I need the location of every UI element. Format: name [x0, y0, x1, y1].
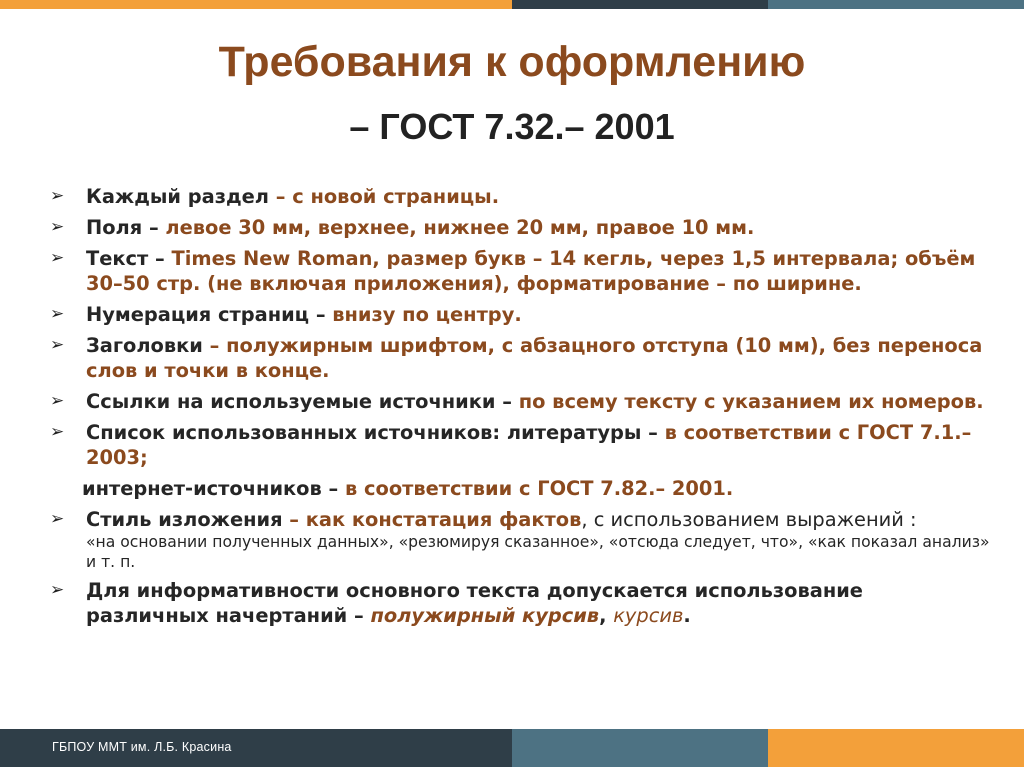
list-item: [50, 333, 990, 383]
item-examples: «на основании полученных данных», «резюмируя сказанное», «отсюда следует, что», «как показал анализ» и т. п.: [86, 533, 990, 571]
item-dash: –: [202, 334, 227, 357]
arrow-bullet-icon: ➢: [50, 509, 65, 529]
list-item: [50, 184, 990, 209]
item-key: Заголовки: [86, 334, 203, 357]
arrow-bullet-icon: ➢: [50, 186, 65, 206]
sub-item-value: в соответствии с ГОСТ 7.82.– 2001.: [344, 477, 734, 500]
item-value: полужирным шрифтом, с абзацного отступа (10 мм), без переноса слов и точки в конце.: [86, 334, 983, 382]
item-dash: –: [347, 604, 371, 627]
item-dash: –: [641, 421, 665, 444]
list-item: [50, 302, 990, 327]
slide-title: Требования к оформлению: [218, 38, 806, 86]
list-item: [50, 578, 990, 628]
arrow-bullet-icon: ➢: [50, 304, 65, 324]
item-dash: –: [269, 185, 293, 208]
item-dash: –: [309, 303, 333, 326]
arrow-bullet-icon: ➢: [50, 217, 65, 237]
item-comma: ,: [599, 604, 614, 627]
item-key: Поля: [86, 216, 143, 239]
sub-item-key: интернет-источников: [82, 477, 322, 500]
top-bar-orange-segment: [0, 0, 512, 9]
item-end: .: [683, 604, 691, 627]
footer-text: ГБПОУ ММТ им. Л.Б. Красина: [52, 740, 232, 754]
top-bar-dark-segment: [512, 0, 768, 9]
item-dash: –: [148, 247, 172, 270]
item-value: внизу по центру.: [332, 303, 522, 326]
item-key: Каждый раздел: [86, 185, 270, 208]
item-value: по всему тексту с указанием их номеров.: [518, 390, 984, 413]
item-dash: –: [282, 508, 306, 531]
item-dash: –: [142, 216, 166, 239]
item-dash: –: [495, 390, 519, 413]
item-rest: курсив: [613, 604, 684, 627]
item-key: Текст: [86, 247, 149, 270]
list-item: [50, 246, 990, 296]
list-sub-item: [50, 476, 990, 501]
item-value: полужирный курсив: [370, 604, 600, 627]
item-key: Для информативности основного текста допускается использование различных начертаний: [86, 579, 863, 627]
top-accent-bar: [0, 0, 1024, 9]
item-value: в соответствии с ГОСТ 7.1.– 2003;: [86, 421, 972, 469]
top-bar-blue-segment: [768, 0, 1024, 9]
arrow-bullet-icon: ➢: [50, 422, 65, 442]
sub-item-dash: –: [321, 477, 345, 500]
arrow-bullet-icon: ➢: [50, 248, 65, 268]
item-key: Стиль изложения: [86, 508, 283, 531]
slide-subtitle: – ГОСТ 7.32.– 2001: [349, 106, 675, 147]
bottom-bar-orange-segment: [768, 729, 1024, 767]
list-item: [50, 507, 990, 572]
item-value: Times New Roman, размер букв – 14 кегль, через 1,5 интервала; объём 30–50 стр. (не включая приложения), форматирование – по ширине.: [86, 247, 976, 295]
item-rest: , с использованием выражений :: [581, 508, 917, 531]
item-value: с новой страницы.: [292, 185, 500, 208]
list-item: [50, 215, 990, 240]
item-value: как констатация фактов: [305, 508, 582, 531]
arrow-bullet-icon: ➢: [50, 335, 65, 355]
bottom-bar-blue-segment: [512, 729, 768, 767]
item-key: Список использованных источников: литературы: [86, 421, 642, 444]
list-item: [50, 420, 990, 470]
item-key: Ссылки на используемые источники: [86, 390, 496, 413]
arrow-bullet-icon: ➢: [50, 391, 65, 411]
item-value: левое 30 мм, верхнее, нижнее 20 мм, правое 10 мм.: [165, 216, 755, 239]
requirements-list: [50, 184, 990, 634]
arrow-bullet-icon: ➢: [50, 580, 65, 600]
item-key: Нумерация страниц: [86, 303, 310, 326]
list-item: [50, 389, 990, 414]
